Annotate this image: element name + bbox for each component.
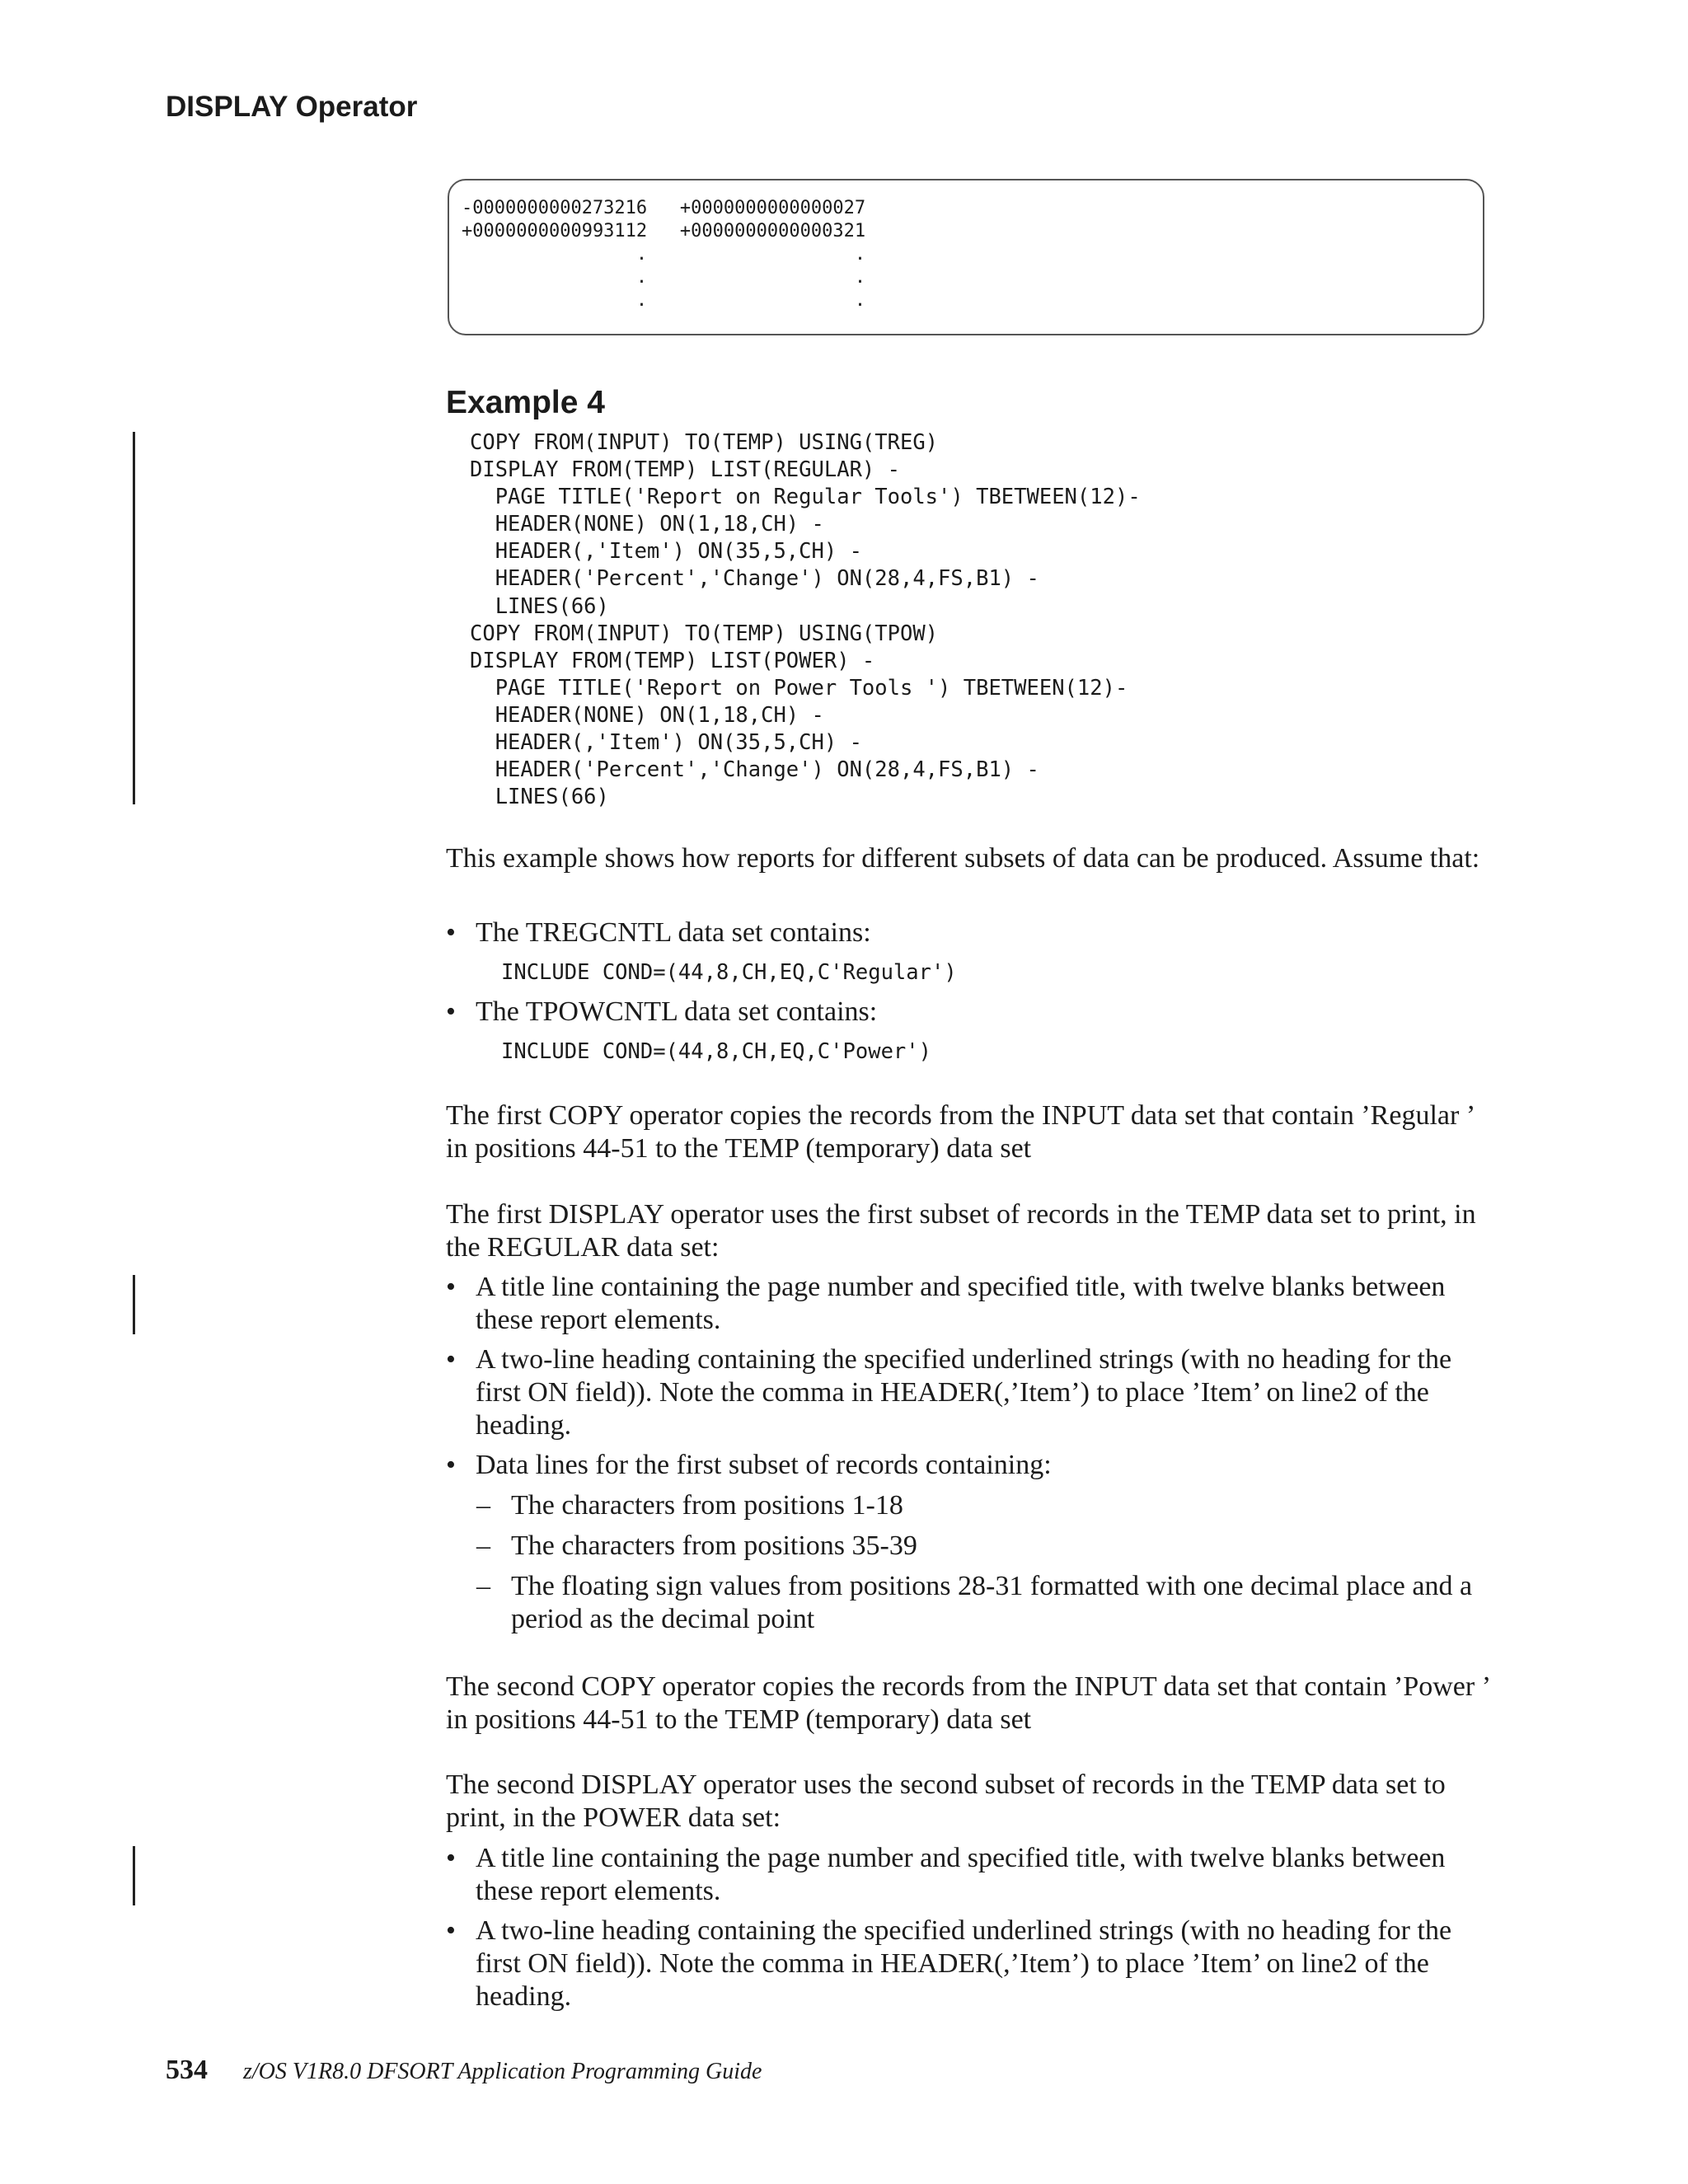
list-item-text: A two-line heading containing the specified underlined strings (with no heading for the first ON field)). Note the comma in HEADER(,’Item’) to place ’Item’ on line2 of the heading.	[476, 1344, 1452, 1441]
include-code: INCLUDE COND=(44,8,CH,EQ,C'Regular')	[501, 960, 957, 985]
output-line: -0000000000273216 +0000000000000027	[462, 198, 866, 218]
list-item	[446, 1915, 1501, 2013]
bullet-mark: •	[446, 1450, 456, 1480]
sub-list-item	[476, 1530, 1498, 1563]
list-item-text: A title line containing the page number and specified title, with twelve blanks between these report elements.	[476, 1843, 1446, 1906]
include-code: INCLUDE COND=(44,8,CH,EQ,C'Power')	[501, 1039, 931, 1064]
list-item-text: A title line containing the page number and specified title, with twelve blanks between these report elements.	[476, 1272, 1446, 1335]
output-line: . .	[462, 267, 866, 288]
list-item-text: Data lines for the first subset of records containing:	[476, 1450, 1052, 1480]
page-number: 534	[166, 2055, 208, 2085]
list-item	[446, 1842, 1501, 1908]
sub-list-item-text: The floating sign values from positions 28-31 formatted with one decimal place and a period as the decimal point	[511, 1571, 1473, 1634]
list-item	[446, 1271, 1501, 1337]
list-item	[446, 1449, 1501, 1482]
paragraph: The second COPY operator copies the records from the INPUT data set that contain ’Power ’ in positions 44-51 to the TEMP (temporary) data set	[446, 1671, 1489, 1735]
list-item-text: A two-line heading containing the specified underlined strings (with no heading for the first ON field)). Note the comma in HEADER(,’Item’) to place ’Item’ on line2 of the heading.	[476, 1915, 1452, 2012]
bullet-mark: •	[446, 996, 456, 1027]
bullet-mark: •	[446, 917, 456, 948]
list-item-text: The TPOWCNTL data set contains:	[476, 996, 878, 1027]
bullet-mark: •	[446, 1272, 456, 1302]
dash-mark: –	[476, 1571, 490, 1601]
paragraph: The second DISPLAY operator uses the second subset of records in the TEMP data set to print, in the POWER data set:	[446, 1769, 1446, 1833]
intro-paragraph: This example shows how reports for different subsets of data can be produced. Assume that:	[446, 843, 1480, 874]
revision-bar	[133, 1275, 135, 1334]
sub-list-item	[476, 1570, 1498, 1636]
revision-bar	[133, 1846, 135, 1905]
dash-mark: –	[476, 1490, 490, 1521]
paragraph: The first COPY operator copies the records from the INPUT data set that contain ’Regular ’ in positions 44-51 to the TEMP (temporary) data set	[446, 1100, 1474, 1164]
sub-list-item-text: The characters from positions 1-18	[511, 1490, 903, 1521]
output-line: . .	[462, 244, 866, 265]
output-line: +0000000000993112 +0000000000000321	[462, 221, 866, 241]
sub-list-item-text: The characters from positions 35-39	[511, 1530, 917, 1561]
bullet-mark: •	[446, 1843, 456, 1873]
bullet-mark: •	[446, 1344, 456, 1375]
revision-bar	[133, 432, 135, 804]
example-heading: Example 4	[446, 385, 605, 420]
list-item	[446, 916, 1501, 949]
sub-list-item	[476, 1489, 1498, 1522]
list-item	[446, 996, 1501, 1029]
running-head: DISPLAY Operator	[166, 91, 418, 123]
list-item-text: The TREGCNTL data set contains:	[476, 917, 871, 948]
output-line: . .	[462, 290, 866, 311]
paragraph: The first DISPLAY operator uses the first subset of records in the TEMP data set to print, in the REGULAR data set:	[446, 1199, 1476, 1263]
list-item	[446, 1343, 1501, 1442]
footer-book-title: z/OS V1R8.0 DFSORT Application Programming Guide	[243, 2059, 762, 2084]
dash-mark: –	[476, 1530, 490, 1561]
code-block: COPY FROM(INPUT) TO(TEMP) USING(TREG) DISPLAY FROM(TEMP) LIST(REGULAR) - PAGE TITLE('Report on Regular Tools') TBETWEEN(12)- HEADER(NONE) ON(1,18,CH) - HEADER(,'Item') ON(35,5,CH) - HEADER('Percent','Change') ON(28,4,FS,B1) - LINES(66) COPY FROM(INPUT) TO(TEMP) USING(TPOW) DISPLAY FROM(TEMP) LIST(POWER) - PAGE TITLE('Report on Power Tools ') TBETWEEN(12)- HEADER(NONE) ON(1,18,CH) - HEADER(,'Item') ON(35,5,CH) - HEADER('Percent','Change') ON(28,4,FS,B1) - LINES(66)	[470, 430, 1141, 810]
bullet-mark: •	[446, 1915, 456, 1946]
